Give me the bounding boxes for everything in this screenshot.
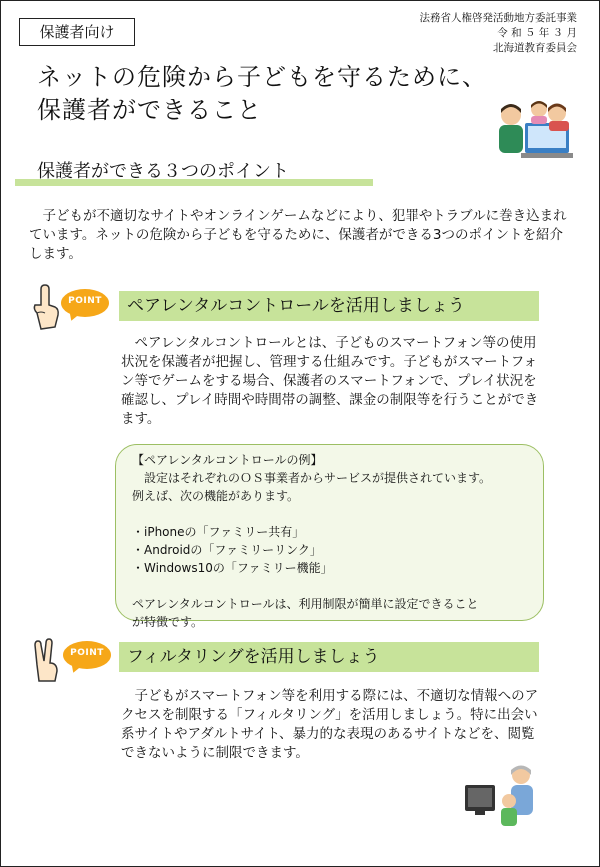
point-2-body: [121, 687, 541, 763]
title-line-2: 保護者ができること: [37, 96, 262, 124]
point-1-body-line: 子どもがスマートフォン等でゲームをする場合、保護者の: [121, 354, 538, 389]
point-2-body-line: 子どもがスマートフォン等を利用する際には、不適切な: [134, 688, 471, 704]
point-2-body-line: ます。: [269, 745, 309, 761]
point-1-body-line: ペアレンタルコントロールとは、子どものスマートフォ: [134, 335, 469, 351]
spacer: [132, 505, 532, 523]
intro-line: 子どもが不適切なサイトやオンラインゲームなどにより、犯罪やトラブル: [42, 208, 486, 224]
example-title: 【ペアレンタルコントロールの例】: [132, 453, 323, 467]
example-line: 例えば、次の機能があります。: [132, 489, 300, 503]
point-1-body: [121, 334, 541, 429]
example-line: 設定はそれぞれのＯＳ事業者からサービスが提供されています。: [132, 471, 492, 485]
example-item-windows: ・Windows10の「ファミリー機能」: [132, 561, 333, 575]
example-box-content: [132, 451, 532, 631]
example-item-iphone: ・iPhoneの「ファミリー共有」: [132, 525, 305, 539]
point-1-heading-bar: [119, 291, 539, 321]
point-2-body-line: な表現のあるサイトなどを、閲覧できないように制限でき: [121, 726, 535, 761]
example-note-line: が特徴です。: [132, 615, 204, 629]
intro-line: きる3つのポイントを紹介します。: [29, 227, 564, 262]
point-2-heading-bar: [119, 642, 539, 672]
peace-sign-hand-icon: [31, 637, 63, 683]
point-2-heading: フィルタリングを活用しましょう: [127, 647, 380, 667]
point-2-body-line: 情報へのアクセスを制限する「フィルタリング」を活用し: [121, 688, 539, 723]
point-badge-2: [63, 641, 113, 673]
section-heading-text: 保護者ができる３つのポイント: [37, 161, 289, 182]
pointing-hand-icon: [27, 283, 63, 331]
intro-line: に巻き込まれています。ネットの危険から子どもを守るために、保護者がで: [29, 208, 567, 243]
title-line-1: ネットの危険から子どもを守るために、: [37, 63, 487, 91]
point-1-heading: ペアレンタルコントロールを活用しましょう: [127, 296, 465, 316]
example-note-line: ペアレンタルコントロールは、利用制限が簡単に設定できること: [132, 597, 479, 611]
section-heading: [15, 161, 373, 187]
point-2-body-line: ましょう。特に出会い系サイトやアダルトサイト、暴力的: [121, 707, 538, 742]
spacer: [132, 577, 532, 595]
point-badge-label: POINT: [70, 648, 104, 658]
issue-date: 令 和 ５ 年 ３ 月: [497, 27, 577, 39]
parental-control-example-box: [115, 444, 544, 629]
point-1-body-line: ン等の使用状況を保護者が把握し、管理する仕組みです。: [121, 335, 537, 370]
point-badge-1: [61, 289, 111, 321]
intro-paragraph: [29, 207, 569, 264]
sponsor-block: [357, 11, 577, 56]
audience-tag: 保護者向け: [19, 18, 135, 46]
example-item-android: ・Androidの「ファミリーリンク」: [132, 543, 322, 557]
family-computer-illustration: [491, 99, 573, 163]
point-badge-label: POINT: [68, 296, 102, 306]
organization-name: 北海道教育委員会: [493, 42, 577, 54]
page-title: [37, 61, 487, 127]
sponsor-name: 法務省人権啓発活動地方委託事業: [419, 12, 577, 24]
parent-child-screen-illustration: [463, 763, 543, 833]
point-1-body-line: 間帯の調整、課金の制限等を行うことができます。: [121, 392, 539, 427]
point-1-body-line: スマートフォンで、プレイ状況を確認し、プレイ時間や時: [121, 373, 537, 408]
